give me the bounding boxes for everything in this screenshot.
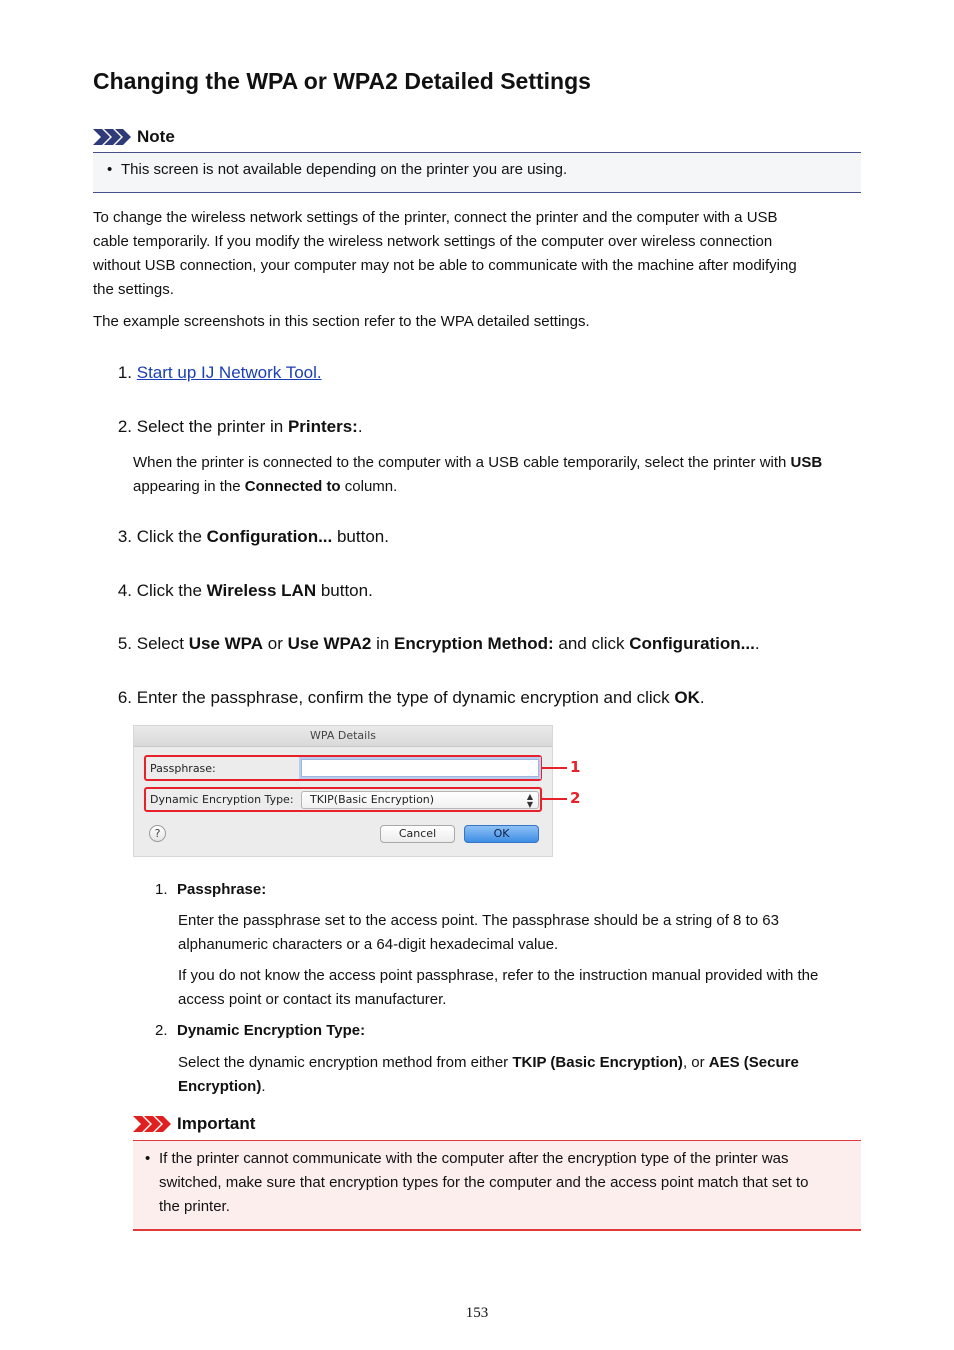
note-item: • This screen is not available depending on the printer you are using. (107, 161, 568, 178)
cancel-button[interactable]: Cancel (380, 825, 455, 843)
important-chevrons-icon (133, 1116, 171, 1132)
ok-button[interactable]: OK (464, 825, 539, 843)
note-label: Note (137, 127, 175, 146)
page-number: 153 (465, 1305, 489, 1321)
step-6: 6. Enter the passphrase, confirm the type of dynamic encryption and click OK. (117, 688, 705, 707)
item-1-text-2: If you do not know the access point passphrase, refer to the instruction manual provided with the access point or contact its manufacturer. (178, 967, 819, 1008)
note-box (93, 152, 861, 193)
dialog-title: WPA Details (134, 726, 552, 747)
encryption-type-label: Dynamic Encryption Type: (150, 793, 294, 806)
intro-paragraph-2: The example screenshots in this section refer to the WPA detailed settings. (93, 313, 590, 330)
item-2-heading: 2. Dynamic Encryption Type: (155, 1022, 366, 1039)
important-heading (133, 1113, 255, 1135)
callout-line-1 (541, 767, 567, 769)
step-4: 4. Click the Wireless LAN button. (117, 581, 373, 600)
callout-line-2 (541, 798, 567, 800)
callout-number-2: 2 (570, 789, 581, 807)
important-label: Important (177, 1114, 256, 1133)
step-2-detail: When the printer is connected to the computer with a USB cable temporarily, select the printer with USB appearing in the Connected to column. (133, 454, 823, 495)
passphrase-label: Passphrase: (150, 762, 216, 775)
passphrase-input[interactable] (301, 759, 539, 777)
step-1: 1. Start up IJ Network Tool. (117, 363, 322, 382)
note-chevrons-icon (93, 129, 131, 145)
select-arrows-icon: ▲ ▼ (526, 792, 533, 809)
wpa-details-dialog (133, 725, 553, 857)
important-box (133, 1140, 861, 1231)
note-heading (93, 126, 175, 148)
encryption-type-select[interactable]: TKIP(Basic Encryption) ▲ ▼ (301, 791, 539, 809)
item-2-text: Select the dynamic encryption method from either TKIP (Basic Encryption), or AES (Secure Encryption). (178, 1054, 799, 1095)
step-5: 5. Select Use WPA or Use WPA2 in Encryption Method: and click Configuration.... (117, 634, 760, 653)
page-title: Changing the WPA or WPA2 Detailed Settings (93, 68, 591, 94)
callout-number-1: 1 (570, 758, 581, 776)
help-button[interactable]: ? (149, 825, 166, 842)
step-3: 3. Click the Configuration... button. (117, 527, 389, 546)
item-1-text: Enter the passphrase set to the access point. The passphrase should be a string of 8 to 63 alphanumeric characters or a 64-digit hexadecimal value. (178, 912, 779, 953)
item-1-heading: 1. Passphrase: (155, 881, 267, 898)
step-2: 2. Select the printer in Printers:. (117, 417, 363, 436)
ij-network-tool-link[interactable]: Start up IJ Network Tool. (136, 363, 322, 382)
intro-paragraph: To change the wireless network settings of the printer, connect the printer and the computer with a USB cable temporarily. If you modify the wireless network settings of the computer over wireless connection without USB connection, your computer may not be able to communicate with the machine after modifying the settings. (93, 209, 797, 298)
important-item: • If the printer cannot communicate with the computer after the encryption type of the printer was switched, make sure that encryption types for the computer and the access point match that set to the printer. (145, 1150, 809, 1215)
